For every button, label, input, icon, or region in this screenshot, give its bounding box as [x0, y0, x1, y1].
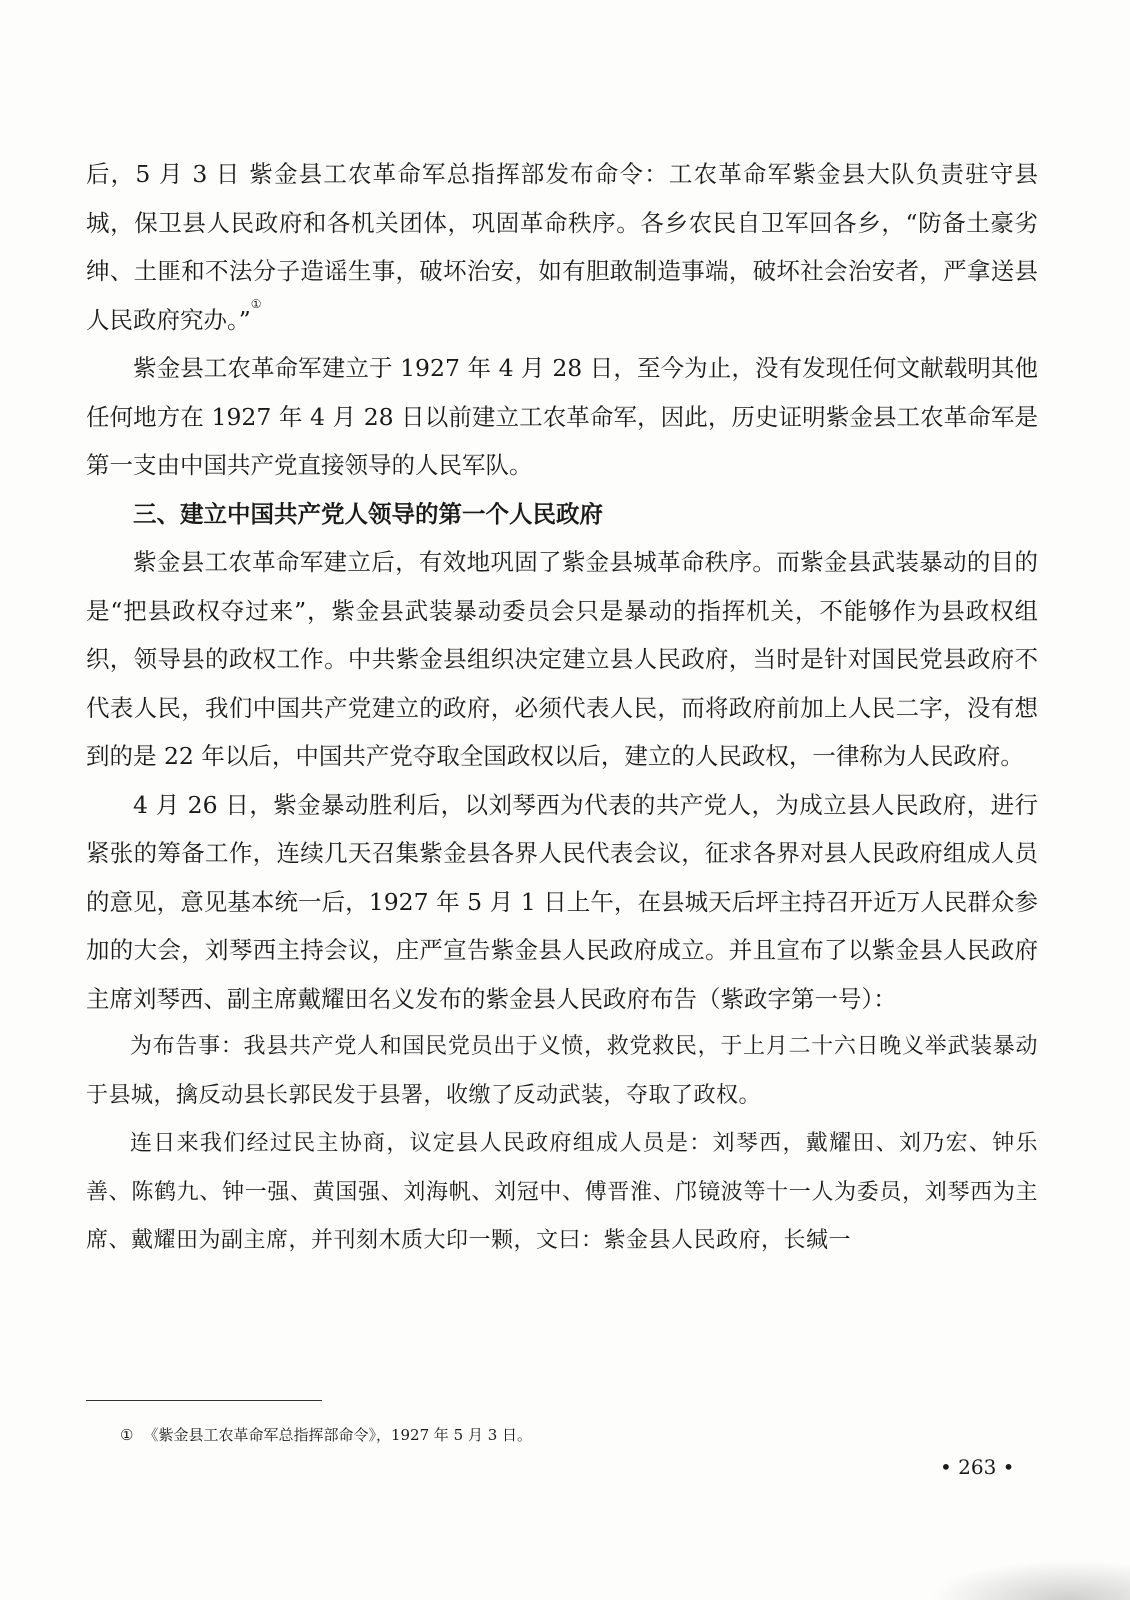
footnote-text: 《紫金县工农革命军总指挥部命令》，1927 年 5 月 3 日。 [143, 1426, 533, 1444]
quoted-notice-paragraph-1: 为布告事：我县共产党人和国民党员出于义愤，救党救民，于上月二十六日晚义举武装暴动于县城，擒反动县长郭民发于县署，收缴了反动武装，夺取了政权。 [86, 1034, 1038, 1108]
body-text [86, 150, 1038, 1266]
footnote-divider [86, 1400, 322, 1401]
footnote [120, 1424, 1020, 1446]
paragraph-1 [86, 150, 1038, 344]
footnote-reference: ① [250, 296, 262, 311]
paragraph-2: 紫金县工农革命军建立于 1927 年 4 月 28 日，至今为止，没有发现任何文献载明其他任何地方在 1927 年 4 月 28 日以前建立工农革命军，因此，历史证明紫金县工农革命军是第一支由中国共产党直接领导的人民军队。 [86, 354, 1038, 479]
footnote-mark: ① [120, 1426, 134, 1444]
scan-shadow [930, 1560, 1130, 1600]
page-number: • 263 • [940, 1455, 1015, 1479]
quoted-notice-paragraph-2: 连日来我们经过民主协商，议定县人民政府组成人员是：刘琴西，戴耀田、刘乃宏、钟乐善、陈鹤九、钟一强、黄国强、刘海帆、刘冠中、傅晋淮、邝镜波等十一人为委员，刘琴西为主席、戴耀田为副主席，并刊刻木质大印一颗，文曰：紫金县人民政府，长缄一 [86, 1131, 1038, 1253]
paragraph-1-text: 后，5 月 3 日 紫金县工农革命军总指挥部发布命令：工农革命军紫金县大队负责驻守县城，保卫县人民政府和各机关团体，巩固革命秩序。各乡农民自卫军回各乡，“防备土豪劣绅、土匪和不法分子造谣生事，破坏治安，如有胆敢制造事端，破坏社会治安者，严拿送县人民政府究办。” [86, 160, 1038, 334]
section-heading: 三、建立中国共产党人领导的第一个人民政府 [133, 499, 603, 528]
paragraph-3: 紫金县工农革命军建立后，有效地巩固了紫金县城革命秩序。而紫金县武装暴动的目的是“把县政权夺过来”，紫金县武装暴动委员会只是暴动的指挥机关，不能够作为县政权组织，领导县的政权工作。中共紫金县组织决定建立县人民政府，当时是针对国民党县政府不代表人民，我们中国共产党建立的政府，必须代表人民，而将政府前加上人民二字，没有想到的是 22 年以后，中国共产党夺取全国政权以后，建立的人民政权，一律称为人民政府。 [86, 548, 1038, 770]
paragraph-4: 4 月 26 日，紫金暴动胜利后，以刘琴西为代表的共产党人，为成立县人民政府，进行紧张的筹备工作，连续几天召集紫金县各界人民代表会议，征求各界对县人民政府组成人员的意见，意见基本统一后，1927 年 5 月 1 日上午，在县城天后坪主持召开近万人民群众参加的大会，刘琴西主持会议，庄严宣告紫金县人民政府成立。并且宣布了以紫金县人民政府主席刘琴西、副主席戴耀田名义发布的紫金县人民政府布告（紫政字第一号）： [86, 790, 1038, 1013]
